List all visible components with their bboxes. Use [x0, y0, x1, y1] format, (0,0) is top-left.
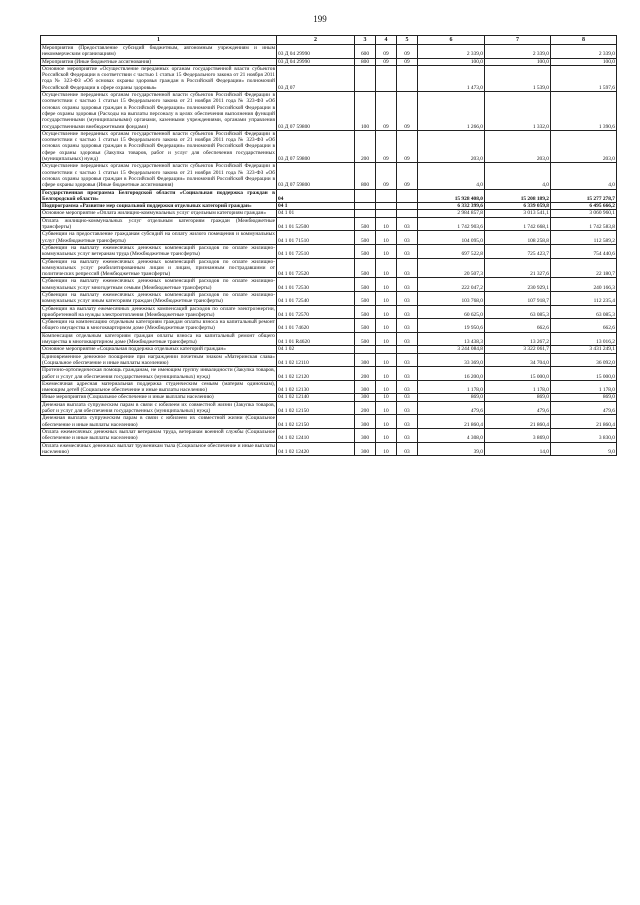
row-amount-year3: 112 589,2 [551, 231, 617, 245]
row-amount-year1: 869,0 [418, 394, 485, 401]
row-amount-year1: 13 438,3 [418, 332, 485, 346]
row-amount-year1: 1 742 903,6 [418, 217, 485, 231]
row-amount-year3: 13 016,2 [551, 332, 617, 346]
row-code: 04 1 02 12410 [277, 428, 355, 442]
row-expense-type: 300 [355, 415, 376, 429]
row-name: Субвенции на выплату ежемесячных денежных компенсаций расходов по оплате жилищно-коммунальных услуг ветеранам труда (Межбюджетные трансферты) [42, 244, 275, 258]
row-amount-year2: 14,0 [485, 442, 551, 456]
row-subsection: 09 [397, 92, 418, 131]
row-subsection: 03 [397, 217, 418, 231]
row-amount-year3: 1 742 583,8 [551, 217, 617, 231]
row-name: Осуществление переданных органам государственной власти субъектов Российской Федерации в соответствии с частью 1 статьи 15 Федерального закона от 21 ноября 2011 года № 323-ФЗ «Об основах охраны здоровья граждан в Российской Федерации» полномочий Российской Федерации в сфере охраны здоровья (Расходы на выплаты персоналу в целях обеспечения выполнения функций государственными (муниципальными) органами, казенными учреждениями, органами управления государственными внебюджетными фондами) [42, 92, 275, 130]
row-section [376, 189, 397, 203]
row-amount-year2: 6 339 059,8 [485, 203, 551, 210]
row-amount-year2: 3 013 541,1 [485, 210, 551, 217]
row-code: 04 1 02 12420 [277, 442, 355, 456]
row-expense-type: 300 [355, 380, 376, 394]
column-header: 6 [418, 36, 485, 45]
row-amount-year1: 697 522,8 [418, 244, 485, 258]
row-expense-type: 200 [355, 367, 376, 381]
row-code: 04 1 02 12140 [277, 394, 355, 401]
column-header: 3 [355, 36, 376, 45]
row-amount-year3: 203,0 [551, 130, 617, 162]
column-header: 8 [551, 36, 617, 45]
row-name: Основное мероприятие «Социальная поддержка отдельных категорий граждан» [41, 346, 277, 353]
row-section: 10 [376, 415, 397, 429]
column-header: 1 [41, 36, 277, 45]
row-code: 04 [277, 189, 355, 203]
row-section: 10 [376, 305, 397, 319]
row-amount-year1: 60 625,0 [418, 305, 485, 319]
row-name: Оплата ежемесячных денежных выплат ветеранам труда, ветеранам военной службы (Социальное обеспечение и иные выплаты населению) [42, 428, 275, 442]
row-section: 10 [376, 428, 397, 442]
row-amount-year3: 22 180,7 [551, 258, 617, 278]
row-amount-year2: 4,0 [485, 163, 551, 189]
table-row [41, 231, 617, 245]
row-amount-year3: 662,6 [551, 319, 617, 333]
row-amount-year2: 100,0 [485, 58, 551, 65]
row-subsection: 03 [397, 394, 418, 401]
row-name: Мероприятия (Иные бюджетные ассигнования) [41, 58, 277, 65]
row-amount-year2: 203,0 [485, 130, 551, 162]
row-amount-year3: 2 339,0 [551, 45, 617, 59]
header-row [41, 36, 617, 45]
row-section: 10 [376, 367, 397, 381]
row-expense-type: 200 [355, 401, 376, 415]
row-amount-year3: 754 440,6 [551, 244, 617, 258]
row-name: Единовременное денежное поощрение при награждении почетным знаком «Материнская слава» (Социальное обеспечение и иные выплаты населению) [42, 353, 275, 366]
row-expense-type: 300 [355, 428, 376, 442]
row-subsection: 03 [397, 380, 418, 394]
row-name: Иные мероприятия (Социальное обеспечение и иные выплаты населению) [41, 394, 277, 401]
row-subsection: 03 [397, 367, 418, 381]
row-amount-year1: 2 339,0 [418, 45, 485, 59]
row-amount-year2: 15 208 189,2 [485, 189, 551, 203]
row-subsection: 03 [397, 415, 418, 429]
row-amount-year2: 63 085,3 [485, 305, 551, 319]
table-row [41, 45, 617, 59]
row-expense-type: 800 [355, 163, 376, 189]
row-amount-year3: 6 495 666,2 [551, 203, 617, 210]
row-expense-type [355, 346, 376, 353]
row-code: 04 1 [277, 203, 355, 210]
table-row [41, 92, 617, 131]
row-amount-year1: 479,6 [418, 401, 485, 415]
row-section [376, 210, 397, 217]
row-section: 09 [376, 45, 397, 59]
row-code: 04 1 02 12110 [277, 353, 355, 367]
row-expense-type [355, 210, 376, 217]
row-section: 10 [376, 442, 397, 456]
row-expense-type: 600 [355, 45, 376, 59]
row-code: 04 1 02 12150 [277, 401, 355, 415]
row-amount-year1: 2 984 857,8 [418, 210, 485, 217]
row-name: Денежная выплата супружеским парам в связи с юбилеем их совместной жизни (Закупка товаров, работ и услуг для обеспечения государственных (муниципальных) нужд) [42, 401, 275, 415]
row-amount-year1: 3 244 084,8 [418, 346, 485, 353]
row-code: 03 Д 04 29990 [277, 58, 355, 65]
row-name: Оплата ежемесячных денежных выплат труженикам тыла (Социальное обеспечение и иные выплаты населению) [42, 442, 275, 455]
row-code: 04 1 02 [277, 346, 355, 353]
table-body [41, 45, 617, 456]
row-name: Основное мероприятие «Оплата жилищно-коммунальных услуг отдельным категориям граждан» [41, 210, 277, 217]
row-expense-type: 500 [355, 332, 376, 346]
row-expense-type: 500 [355, 231, 376, 245]
row-name: Денежная выплата супружеским парам в связи с юбилеем их совместной жизни (Социальное обеспечение и иные выплаты населению) [42, 415, 275, 428]
row-expense-type: 500 [355, 217, 376, 231]
row-section [376, 346, 397, 353]
row-code: 03 Д 07 59800 [277, 92, 355, 131]
row-subsection [397, 189, 418, 203]
row-section: 09 [376, 130, 397, 162]
row-amount-year2: 1 178,0 [485, 380, 551, 394]
row-amount-year3: 1 597,6 [551, 65, 617, 91]
row-subsection: 03 [397, 244, 418, 258]
row-expense-type: 200 [355, 130, 376, 162]
row-amount-year1: 4,0 [418, 163, 485, 189]
row-name: Субвенции на компенсацию отдельным категориям граждан оплаты взноса на капитальный ремонт общего имущества в многоквартирном доме (Межбюджетные трансферты) [42, 319, 275, 332]
row-expense-type: 100 [355, 92, 376, 131]
table-row [41, 353, 617, 367]
row-amount-year3: 1 390,6 [551, 92, 617, 131]
row-subsection: 03 [397, 278, 418, 292]
row-amount-year2: 13 267,2 [485, 332, 551, 346]
row-amount-year2: 107 918,7 [485, 291, 551, 305]
row-code: 04 1 01 74620 [277, 319, 355, 333]
row-name: Компенсация отдельным категориям граждан оплаты взноса на капитальный ремонт общего имущества в многоквартирном доме (Межбюджетные трансферты) [42, 332, 275, 346]
row-amount-year1: 21 860,4 [418, 415, 485, 429]
row-amount-year2: 230 929,1 [485, 278, 551, 292]
table-row [41, 278, 617, 292]
row-name: Субвенции на выплату ежемесячных денежных компенсаций расходов по оплате жилищно-коммунальных услуг иным категориям граждан (Межбюджетные трансферты) [42, 291, 275, 305]
row-amount-year2: 1 539,0 [485, 65, 551, 91]
row-code: 03 Д 04 29990 [277, 45, 355, 59]
row-name: Субвенции на выплату ежемесячных денежных компенсаций расходов по оплате жилищно-коммунальных услуг многодетным семьям (Межбюджетные трансферты) [42, 278, 275, 291]
row-amount-year3: 3 431 249,1 [551, 346, 617, 353]
table-row [41, 346, 617, 353]
row-amount-year3: 15 277 278,7 [551, 189, 617, 203]
row-section: 10 [376, 319, 397, 333]
table-row [41, 58, 617, 65]
row-name: Основное мероприятие «Осуществление переданных органам государственной власти субъектов Российской Федерации в соответствии с частью 1 статьи 15 Федерального закона от 21 ноября 2011 года № 323-ФЗ «Об основах охраны здоровья граждан в Российской Федерации» полномочий Российской Федерации в сфере охраны здоровья» [42, 65, 275, 91]
row-code: 04 1 02 12120 [277, 367, 355, 381]
row-amount-year1: 1 178,0 [418, 380, 485, 394]
table-row [41, 203, 617, 210]
row-expense-type [355, 65, 376, 91]
row-expense-type: 800 [355, 58, 376, 65]
table-row [41, 380, 617, 394]
row-name: Субвенции на выплату ежемесячных денежных компенсаций расходов по оплате жилищно-коммунальных услуг реабилитированным лицам и лицам, признанным пострадавшими от политических репрессий (Межбюджетные трансферты) [42, 258, 275, 278]
row-expense-type: 500 [355, 305, 376, 319]
row-amount-year1: 104 095,0 [418, 231, 485, 245]
row-code: 04 1 01 72530 [277, 278, 355, 292]
table-row [41, 189, 617, 203]
row-subsection: 03 [397, 305, 418, 319]
row-amount-year2: 34 704,0 [485, 353, 551, 367]
row-section: 10 [376, 278, 397, 292]
row-expense-type: 300 [355, 353, 376, 367]
row-amount-year2: 1 742 668,1 [485, 217, 551, 231]
row-code: 03 Д 07 [277, 65, 355, 91]
row-section: 10 [376, 394, 397, 401]
row-section: 09 [376, 58, 397, 65]
row-subsection: 03 [397, 401, 418, 415]
row-amount-year3: 4,0 [551, 163, 617, 189]
row-amount-year1: 1 266,0 [418, 92, 485, 131]
table-row [41, 305, 617, 319]
row-section: 10 [376, 258, 397, 278]
column-header: 5 [397, 36, 418, 45]
row-amount-year3: 9,0 [551, 442, 617, 456]
row-amount-year3: 100,0 [551, 58, 617, 65]
row-code: 04 1 01 R4620 [277, 332, 355, 346]
table-row [41, 428, 617, 442]
row-code: 04 1 01 72570 [277, 305, 355, 319]
table-row [41, 332, 617, 346]
row-code: 04 1 02 12150 [277, 415, 355, 429]
row-amount-year1: 222 047,2 [418, 278, 485, 292]
table-row [41, 291, 617, 305]
row-code: 04 1 01 52500 [277, 217, 355, 231]
row-subsection: 03 [397, 428, 418, 442]
row-expense-type: 500 [355, 291, 376, 305]
row-section [376, 203, 397, 210]
table-row [41, 244, 617, 258]
budget-table [40, 35, 617, 456]
row-section: 10 [376, 291, 397, 305]
row-subsection: 03 [397, 291, 418, 305]
row-section: 10 [376, 231, 397, 245]
row-section: 10 [376, 217, 397, 231]
row-subsection: 09 [397, 45, 418, 59]
row-amount-year1: 39,0 [418, 442, 485, 456]
row-amount-year1: 15 928 408,0 [418, 189, 485, 203]
row-code: 03 Д 07 59800 [277, 130, 355, 162]
row-section: 10 [376, 353, 397, 367]
row-amount-year3: 63 085,3 [551, 305, 617, 319]
table-row [41, 163, 617, 189]
row-code: 03 Д 07 59800 [277, 163, 355, 189]
row-subsection: 09 [397, 163, 418, 189]
row-amount-year2: 869,0 [485, 394, 551, 401]
row-expense-type: 500 [355, 258, 376, 278]
row-amount-year3: 3 830,0 [551, 428, 617, 442]
row-amount-year3: 869,0 [551, 394, 617, 401]
row-amount-year1: 33 369,0 [418, 353, 485, 367]
row-name: Осуществление переданных органам государственной власти субъектов Российской Федерации в соответствии с частью 1 статьи 15 Федерального закона от 21 ноября 2011 года № 323-ФЗ «Об основах охраны здоровья граждан в Российской Федерации» полномочий Российской Федерации в сфере охраны здоровья (Закупка товаров, работ и услуг для обеспечения государственных (муниципальных) нужд) [42, 130, 275, 163]
row-amount-year1: 1 473,0 [418, 65, 485, 91]
row-code: 04 1 01 72510 [277, 244, 355, 258]
column-header: 7 [485, 36, 551, 45]
row-name: Мероприятия (Предоставление субсидий бюджетным, автономным учреждениям и иным некоммерческим организациям) [42, 45, 275, 58]
row-name: Осуществление переданных органам государственной власти субъектов Российской Федерации в соответствии с частью 1 статьи 15 Федерального закона от 21 ноября 2011 года № 323-ФЗ «Об основах охраны здоровья граждан в Российской Федерации» полномочий Российской Федерации в сфере охраны здоровья (Иные бюджетные ассигнования) [42, 163, 275, 189]
row-section: 10 [376, 380, 397, 394]
row-code: 04 1 01 72520 [277, 258, 355, 278]
row-amount-year1: 19 950,6 [418, 319, 485, 333]
row-amount-year1: 100,0 [418, 58, 485, 65]
row-name: Ежемесячная адресная материальная поддержка студенческим семьям (матерям одиночкам), имеющим детей (Социальное обеспечение и иные выплаты населению) [42, 380, 275, 394]
row-expense-type: 500 [355, 319, 376, 333]
row-amount-year2: 21 327,6 [485, 258, 551, 278]
row-name: Субвенции на предоставление гражданам субсидий на оплату жилого помещения и коммунальных услуг (Межбюджетные трансферты) [42, 231, 275, 244]
row-amount-year1: 6 332 399,6 [418, 203, 485, 210]
row-section [376, 65, 397, 91]
row-code: 04 1 01 72540 [277, 291, 355, 305]
row-subsection: 03 [397, 353, 418, 367]
row-name: Протезно-ортопедическая помощь гражданам, не имеющим группу инвалидности (Закупка товаров, работ и услуг для обеспечения государственных (муниципальных) нужд) [42, 367, 275, 380]
row-subsection [397, 346, 418, 353]
row-amount-year2: 3 869,0 [485, 428, 551, 442]
row-subsection: 03 [397, 442, 418, 456]
row-amount-year3: 112 235,4 [551, 291, 617, 305]
row-name: Оплата жилищно-коммунальных услуг отдельным категориям граждан (Межбюджетные трансферты) [42, 217, 275, 231]
table-row [41, 258, 617, 278]
row-amount-year1: 20 507,3 [418, 258, 485, 278]
row-code: 04 1 01 [277, 210, 355, 217]
row-name: Подпрограмма «Развитие мер социальной поддержки отдельных категорий граждан» [41, 203, 277, 210]
row-amount-year3: 240 166,3 [551, 278, 617, 292]
table-row [41, 442, 617, 456]
row-amount-year2: 108 258,8 [485, 231, 551, 245]
row-subsection: 03 [397, 332, 418, 346]
row-expense-type: 300 [355, 442, 376, 456]
row-amount-year3: 1 178,0 [551, 380, 617, 394]
row-amount-year3: 479,6 [551, 401, 617, 415]
row-subsection: 09 [397, 58, 418, 65]
row-subsection: 03 [397, 258, 418, 278]
row-name: Государственная программа Белгородской области «Социальная поддержка граждан в Белгородской области» [42, 189, 275, 202]
row-amount-year2: 3 322 061,7 [485, 346, 551, 353]
row-amount-year1: 103 768,0 [418, 291, 485, 305]
row-amount-year3: 15 000,0 [551, 367, 617, 381]
row-subsection [397, 210, 418, 217]
row-section: 10 [376, 244, 397, 258]
row-amount-year3: 36 092,0 [551, 353, 617, 367]
row-code: 04 1 01 71510 [277, 231, 355, 245]
row-amount-year2: 2 339,0 [485, 45, 551, 59]
row-amount-year2: 21 860,4 [485, 415, 551, 429]
table-row [41, 367, 617, 381]
row-amount-year2: 1 332,0 [485, 92, 551, 131]
row-amount-year1: 203,0 [418, 130, 485, 162]
row-expense-type [355, 203, 376, 210]
row-section: 10 [376, 332, 397, 346]
row-amount-year3: 21 860,4 [551, 415, 617, 429]
table-row [41, 210, 617, 217]
row-expense-type [355, 189, 376, 203]
row-section: 09 [376, 163, 397, 189]
row-section: 09 [376, 92, 397, 131]
page-number: 199 [313, 14, 327, 24]
row-subsection [397, 203, 418, 210]
row-code: 04 1 02 12130 [277, 380, 355, 394]
table-row [41, 217, 617, 231]
column-header: 4 [376, 36, 397, 45]
table-row [41, 319, 617, 333]
row-subsection: 09 [397, 130, 418, 162]
row-section: 10 [376, 401, 397, 415]
row-subsection: 03 [397, 319, 418, 333]
row-amount-year2: 725 423,7 [485, 244, 551, 258]
row-expense-type: 500 [355, 278, 376, 292]
row-amount-year1: 4 308,0 [418, 428, 485, 442]
table-row [41, 401, 617, 415]
row-subsection: 03 [397, 231, 418, 245]
table-row [41, 65, 617, 91]
row-expense-type: 500 [355, 244, 376, 258]
row-amount-year2: 15 000,0 [485, 367, 551, 381]
row-subsection [397, 65, 418, 91]
row-amount-year2: 479,6 [485, 401, 551, 415]
table-row [41, 394, 617, 401]
row-amount-year2: 662,6 [485, 319, 551, 333]
row-amount-year1: 16 200,0 [418, 367, 485, 381]
column-header: 2 [277, 36, 355, 45]
table-row [41, 415, 617, 429]
row-expense-type: 300 [355, 394, 376, 401]
row-name: Субвенции на выплату ежемесячных денежных компенсаций расходов по оплате электроэнергии, приобретенной на нужды электроотопления (Межбюджетные трансферты) [42, 305, 275, 318]
table-row [41, 130, 617, 162]
row-amount-year3: 3 060 960,1 [551, 210, 617, 217]
